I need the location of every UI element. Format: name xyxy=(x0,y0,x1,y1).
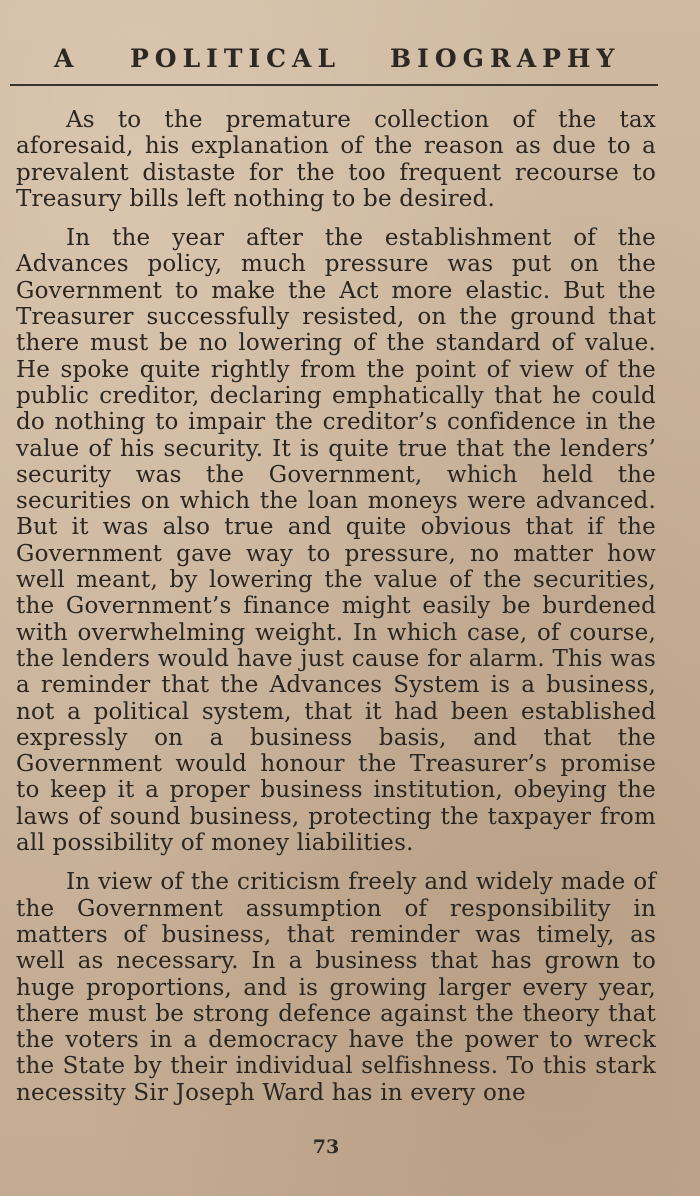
body-text xyxy=(16,107,656,1119)
running-head-word-political: POLITICAL xyxy=(130,44,342,73)
header-rule xyxy=(10,84,658,86)
paragraph-tax-collection: As to the premature collection of the tax aforesaid, his explanation of the reason as due to a prevalent distaste for the too frequent recourse to Treasury bills left nothing to be desired. xyxy=(16,107,656,212)
paragraph-advances-policy: In the year after the establishment of the Advances policy, much pressure was put on the Government to make the Act more elastic. But the Treasurer successfully resisted, on the ground that there must be no lowering of the standard of value. He spoke quite rightly from the point of view of the public creditor, declaring emphatically that he could do nothing to impair the creditor’s confidence in the value of his security. It is quite true that the lenders’ security was the Government, which held the securities on which the loan moneys were advanced. But it was also true and quite obvious that if the Government gave way to pressure, no matter how well meant, by lowering the value of the securities, the Government’s finance might easily be burdened with overwhelming weight. In which case, of course, the lenders would have just cause for alarm. This was a reminder that the Advances System is a business, not a political system, that it had been established expressly on a business basis, and that the Government would honour the Treasurer’s promise to keep it a proper business institution, obeying the laws of sound business, protecting the taxpayer from all possibility of money liabilities. xyxy=(16,225,656,857)
running-head-word-a: A xyxy=(54,44,80,73)
running-head xyxy=(0,44,700,80)
running-head-word-biography: BIOGRAPHY xyxy=(390,44,621,73)
page-number: 73 xyxy=(312,1136,340,1158)
paragraph-government-responsibility: In view of the criticism freely and widely made of the Government assumption of responsibility in matters of business, that reminder was timely, as well as necessary. In a business that has grown to huge proportions, and is growing larger every year, there must be strong defence against the theory that the voters in a democracy have the power to wreck the State by their individual selfishness. To this stark necessity Sir Joseph Ward has in every one xyxy=(16,869,656,1106)
